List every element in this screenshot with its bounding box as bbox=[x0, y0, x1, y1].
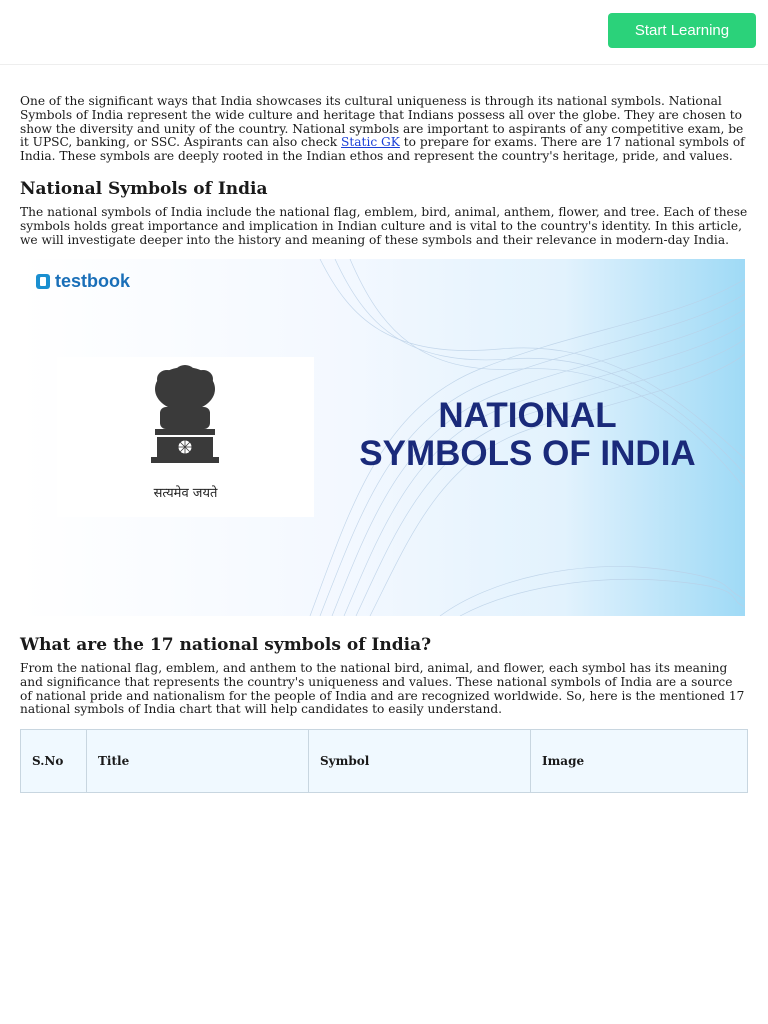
intro-text-start: One of the significant ways that India showcases its cultural uniqueness is through its national symbols. National Symbols of India represent the wide culture and heritage that Indians possess all over the globe. They are chosen to show the diversity and unity of the country. National symbols are important to aspirants of any competitive exam, be it UPSC, banking, or SSC. Aspirants can also check bbox=[20, 94, 744, 150]
section-paragraph-national-symbols: The national symbols of India include the national flag, emblem, bird, animal, anthem, flower, and tree. Each of these symbols holds great importance and implication in Indian culture and is vital to the country's identity. In this article, we will investigate deeper into the history and meaning of these symbols and their relevance in modern-day India. bbox=[20, 205, 748, 247]
intro-text-end: to prepare for exams. There are 17 national symbols of India. These symbols are deeply rooted in the Indian ethos and represent the country's heritage, pride, and values. bbox=[20, 135, 745, 164]
banner-title-line1: NATIONAL bbox=[438, 396, 617, 435]
testbook-logo-text: testbook bbox=[55, 271, 131, 291]
static-gk-link[interactable]: Static GK bbox=[341, 135, 400, 150]
testbook-logo-icon bbox=[36, 274, 50, 289]
start-learning-button[interactable]: Start Learning bbox=[608, 13, 756, 48]
column-header-sno: S.No bbox=[21, 730, 87, 793]
emblem-motto: सत्यमेव जयते bbox=[153, 486, 218, 501]
intro-paragraph bbox=[20, 95, 748, 164]
testbook-logo bbox=[36, 271, 130, 292]
column-header-title: Title bbox=[87, 730, 309, 793]
table-header-row bbox=[21, 730, 748, 793]
section-paragraph-17-symbols: From the national flag, emblem, and anthem to the national bird, animal, and flower, each symbol has its meaning and significance that represents the country's uniqueness and values. These national symbols of India are a source of national pride and nationalism for the people of India and are recognized worldwide. So, here is the mentioned 17 national symbols of India chart that will help candidates to easily understand. bbox=[20, 661, 745, 717]
column-header-symbol: Symbol bbox=[309, 730, 531, 793]
emblem-panel bbox=[57, 357, 314, 517]
banner-title-line2: SYMBOLS OF INDIA bbox=[359, 434, 696, 473]
banner-title bbox=[342, 397, 713, 473]
section-heading-national-symbols: National Symbols of India bbox=[20, 179, 268, 199]
top-bar bbox=[0, 0, 768, 65]
section-heading-17-symbols: What are the 17 national symbols of India? bbox=[20, 635, 432, 655]
state-emblem-icon bbox=[57, 357, 314, 487]
article-banner-image bbox=[20, 259, 745, 616]
column-header-image: Image bbox=[531, 730, 748, 793]
symbols-table bbox=[20, 729, 748, 793]
